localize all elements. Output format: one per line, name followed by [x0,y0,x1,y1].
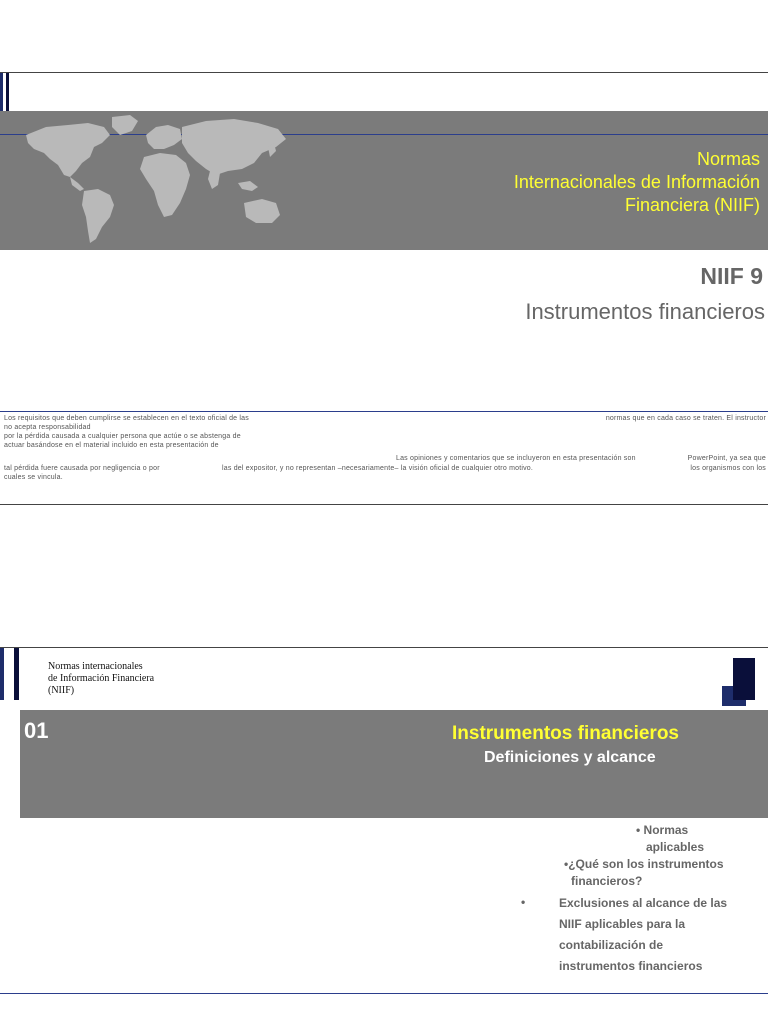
section-slide [0,647,768,1025]
disclaimer-line: tal pérdida fuere causada por negligencia o por [4,465,160,472]
disclaimer-line: por la pérdida causada a cualquier persona que actúe o se abstenga de [4,433,241,440]
disclaimer-text [4,414,304,450]
bullet-icon: • [521,895,526,909]
list-item [559,893,727,977]
section-subtitle: Definiciones y alcance [484,749,656,766]
bullet-icon: • [564,857,569,871]
list-item [564,856,724,890]
title-line: Financiera (NIIF) [624,195,760,215]
item-text: NIIF aplicables para la [559,917,686,931]
disclaimer-line: normas que en cada caso se traten. El instructor [605,415,766,422]
title-line: Internacionales de Información [513,172,760,192]
item-text: Normas [643,823,689,837]
slide-title [400,148,760,217]
accent-bar [0,648,4,700]
header-line: de Información Financiera [48,673,155,684]
header-line: (NIIF) [48,685,75,696]
disclaimer-line: las del expositor, y no representan –necesariamente– la visión oficial de cualquier otro motivo. [222,465,534,472]
decorative-square [733,658,755,700]
item-text: aplicables [646,840,705,854]
accent-bar-dark [6,73,9,113]
disclaimer-line: los organismos con los [690,465,766,472]
disclaimer-divider [0,411,768,412]
item-text: Exclusiones al alcance de las [559,896,728,910]
item-text: instrumentos financieros [559,959,703,973]
disclaimer-line: PowerPoint, ya sea que [687,455,766,462]
world-map-icon [6,113,296,247]
title-line: Normas [696,149,760,169]
list-item [636,822,704,856]
title-slide [0,72,768,505]
header-line: Normas internacionales [48,661,143,672]
accent-bar-dark [14,648,19,700]
disclaimer-line: Los requisitos que deben cumplirse se establecen en el texto oficial de las [4,415,249,422]
disclaimer-line: no acepta responsabilidad [4,424,91,431]
section-title: Instrumentos financieros [452,723,679,744]
section-number: 01 [24,718,49,743]
item-text: contabilización de [559,938,664,952]
item-text: financieros? [571,874,643,888]
disclaimer-line: actuar basándose en el material incluido en esta presentación de [4,442,219,449]
disclaimer-line: cuales se vincula. [4,474,63,481]
slide-header [48,661,154,697]
disclaimer-line: Las opiniones y comentarios que se incluyeron en esta presentación son [396,455,636,462]
footer-divider [0,993,768,994]
bullet-icon: • [636,823,641,837]
standard-name: Instrumentos financieros [525,299,765,324]
item-text: ¿Qué son los instrumentos [568,857,724,871]
standard-code: NIIF 9 [700,263,763,289]
